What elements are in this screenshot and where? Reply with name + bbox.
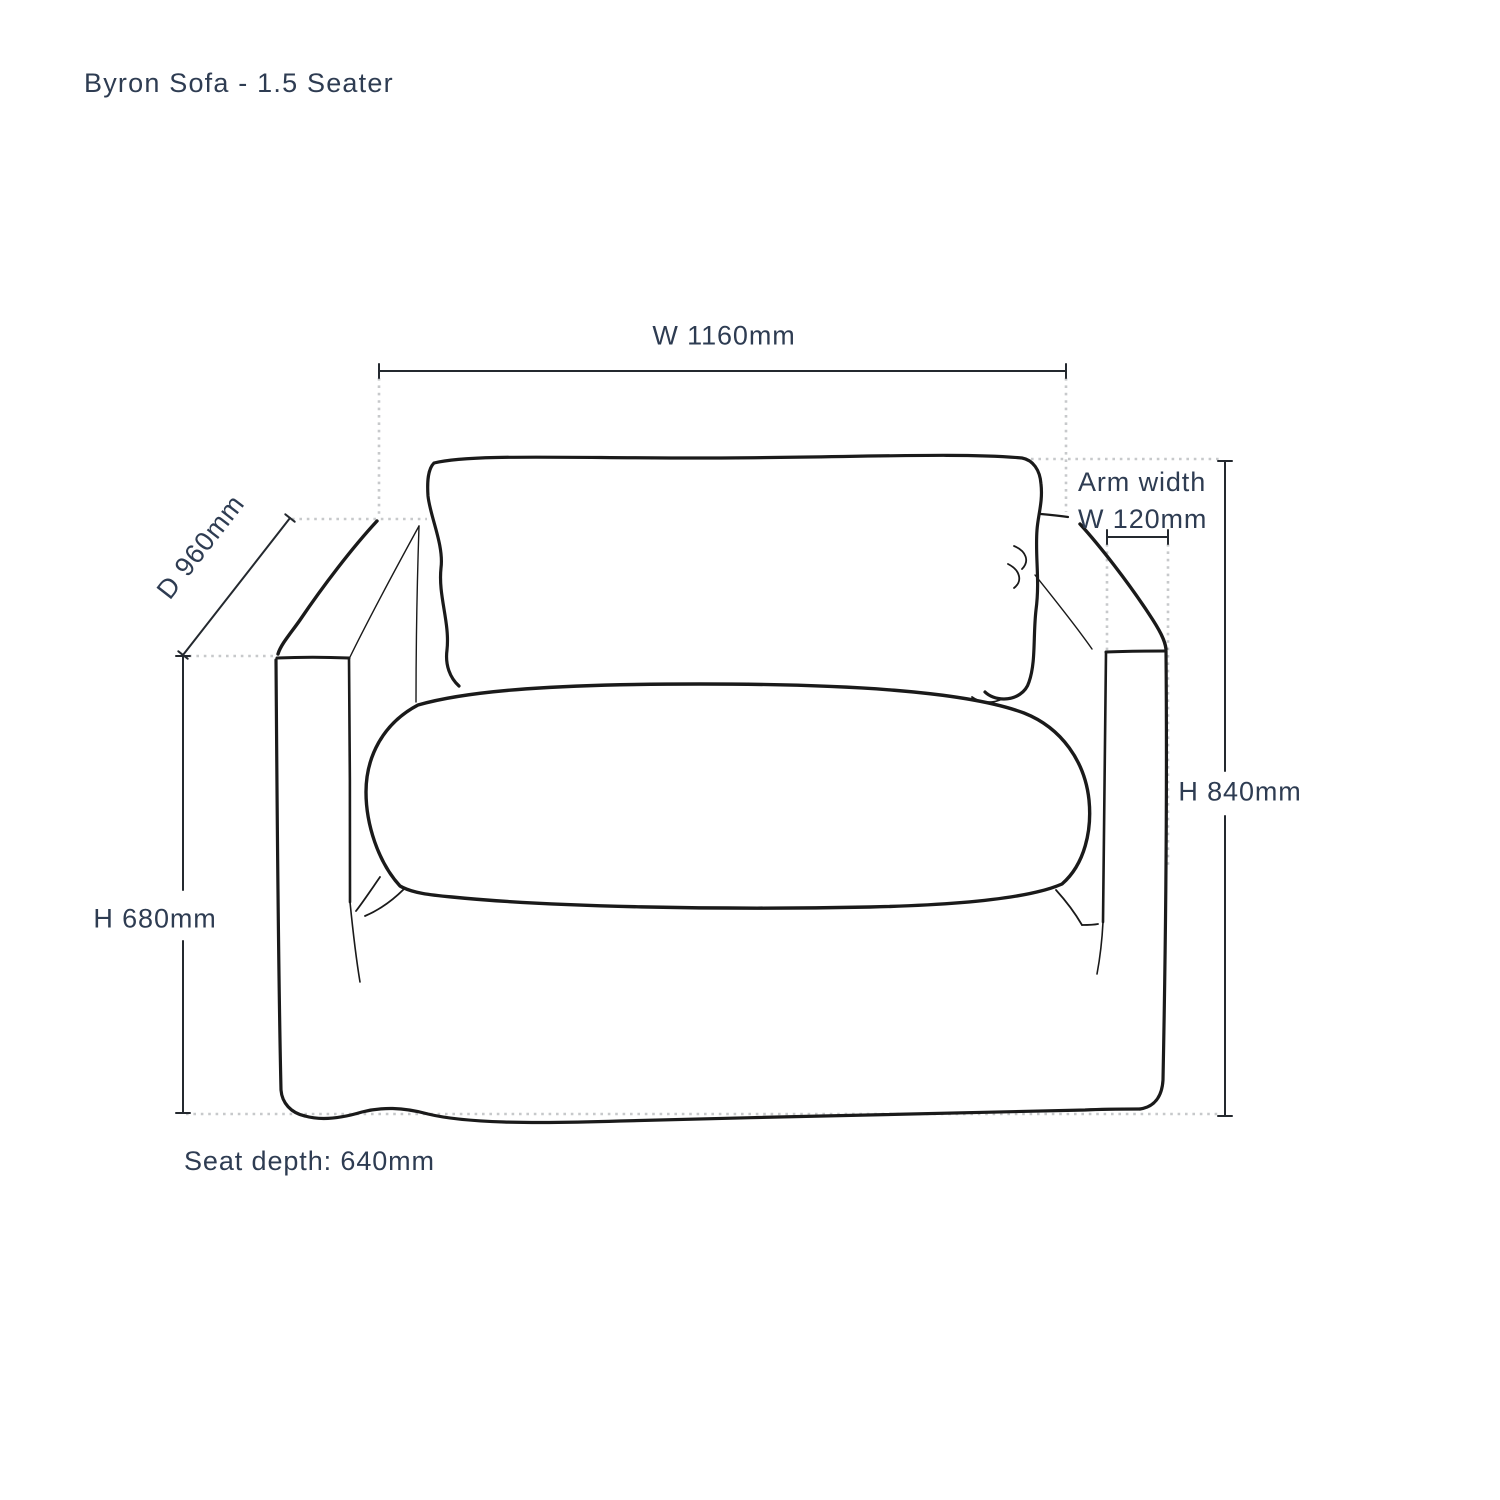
arm-height-dimension-label: H 680mm xyxy=(87,902,222,937)
arm-width-label-line2: W 120mm xyxy=(1078,504,1208,534)
arm-width-label-line1: Arm width xyxy=(1078,467,1207,497)
depth-dimension-label: D 960mm xyxy=(150,488,251,605)
width-dimension-label: W 1160mm xyxy=(652,320,796,351)
arm-width-label xyxy=(1078,464,1207,538)
back-cushion xyxy=(428,455,1068,702)
sofa-illustration xyxy=(276,455,1166,1122)
back-cushion-crease-2 xyxy=(1008,564,1019,588)
width-dimension-line xyxy=(379,364,1066,378)
back-cushion-crease-1 xyxy=(1014,546,1026,569)
sofa-bottom-edge xyxy=(305,1108,1140,1122)
arm-height-dimension-line xyxy=(176,656,190,1113)
seat-depth-label: Seat depth: 640mm xyxy=(184,1146,435,1176)
seat-cushion-outline xyxy=(366,684,1090,908)
right-arm xyxy=(1035,524,1166,1109)
dimension-lines xyxy=(176,364,1232,1116)
left-arm xyxy=(276,521,419,1116)
back-cushion-outline xyxy=(428,455,1042,699)
back-cushion-fold-line xyxy=(1041,514,1068,517)
page-title: Byron Sofa - 1.5 Seater xyxy=(84,68,394,98)
overall-height-dimension-label: H 840mm xyxy=(1172,775,1307,810)
